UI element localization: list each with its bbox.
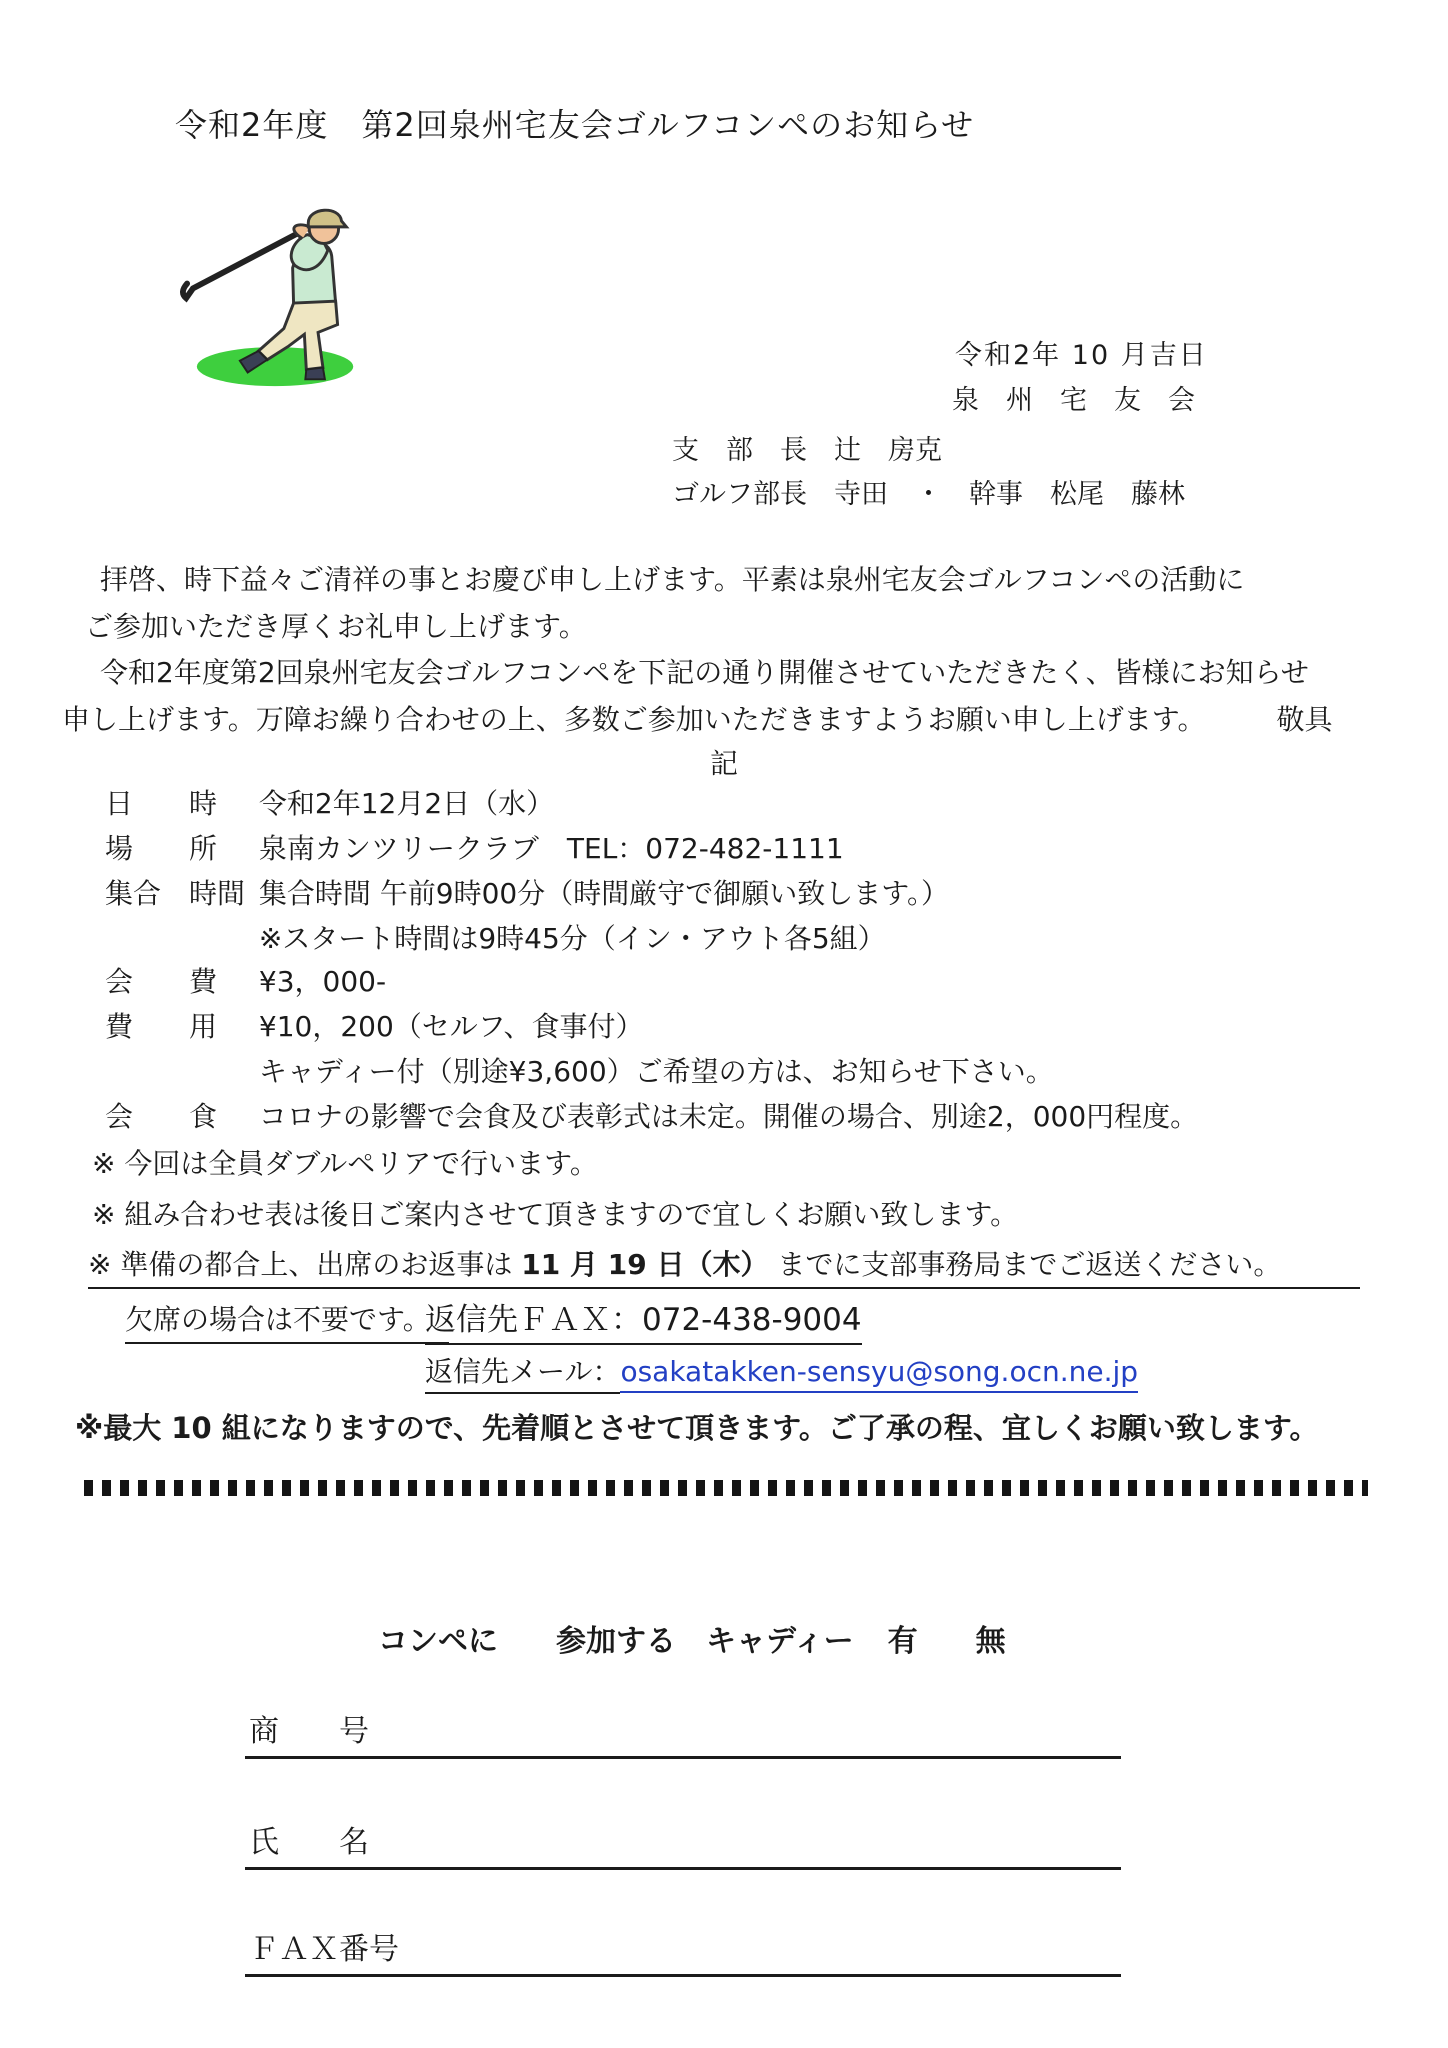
detail-label: 会 費 — [105, 965, 218, 998]
deadline-text-post: までに支部事務局までご返送ください。 — [768, 1248, 1282, 1281]
detail-value: 泉南カンツリークラブ TEL：072-482-1111 — [258, 832, 844, 865]
person-name-label: 氏 名 — [249, 1825, 369, 1860]
detail-label: 場 所 — [105, 832, 218, 865]
detail-value: 令和2年12月2日（水） — [258, 787, 555, 820]
record-heading: 記 — [710, 747, 739, 780]
organization-name: 泉 州 宅 友 会 — [952, 385, 1195, 416]
reply-fax-number: 返信先ＦＡＸ：072-438-9004 — [425, 1294, 862, 1345]
greeting-line-1: 拝啓、時下益々ご清祥の事とお慶び申し上げます。平素は泉州宅友会ゴルフコンペの活動に — [100, 563, 1245, 596]
note-pairing-table: ※ 組み合わせ表は後日ご案内させて頂きますので宜しくお願い致します。 — [92, 1198, 1019, 1231]
deadline-date: 11 月 19 日（木） — [521, 1248, 769, 1281]
branch-chief-line: 支 部 長 辻 房克 — [672, 435, 942, 466]
issue-date: 令和2年 10 月吉日 — [955, 340, 1208, 371]
option-caddie-yes: 有 — [887, 1624, 918, 1659]
greeting-line-3: 令和2年度第2回泉州宅友会ゴルフコンペを下記の通り開催させていただきたく、皆様にお知らせ — [100, 656, 1309, 689]
note-reply-deadline — [88, 1243, 1360, 1289]
deadline-text-pre: ※ 準備の都合上、出席のお返事は — [88, 1248, 522, 1281]
note-max-groups: ※最大 10 組になりますので、先着順とさせて頂きます。ご了承の程、宜しくお願い致します。 — [75, 1411, 1319, 1445]
detail-row-meeting-time — [105, 872, 949, 912]
company-name-field[interactable] — [245, 1706, 1121, 1759]
golf-officers-line: ゴルフ部長 寺田 ・ 幹事 松尾 藤林 — [672, 479, 1185, 510]
detail-value: コロナの影響で会食及び表彰式は未定。開催の場合、別途2，000円程度。 — [258, 1100, 1199, 1133]
person-name-field[interactable] — [245, 1817, 1121, 1870]
detail-row-place — [105, 827, 844, 867]
option-participate: 参加する — [556, 1624, 676, 1659]
detail-label: 日 時 — [105, 787, 218, 820]
closing-word: 敬具 — [1276, 703, 1333, 736]
greeting-line-4-text: 申し上げます。万障お繰り合わせの上、多数ご参加いただきますようお願い申し上げます。 — [62, 703, 1206, 736]
detail-label: 集合 時間 — [105, 877, 246, 910]
option-caddie-no: 無 — [975, 1624, 1006, 1659]
detail-value: ※スタート時間は9時45分（イン・アウト各5組） — [258, 922, 886, 955]
greeting-line-4 — [62, 698, 1332, 738]
golfer-swing-icon — [168, 178, 386, 393]
fax-number-field[interactable] — [245, 1924, 1121, 1977]
detail-value: キャディー付（別途¥3,600）ご希望の方は、お知らせ下さい。 — [258, 1055, 1054, 1088]
reply-email-link[interactable]: osakatakken-sensyu@song.ocn.ne.jp — [620, 1355, 1138, 1393]
detail-row-fee — [105, 960, 386, 1000]
golfer-clipart-box — [168, 178, 386, 393]
detail-row-caddie — [105, 1050, 1054, 1090]
company-name-label: 商 号 — [249, 1714, 369, 1749]
detail-label: 費 用 — [105, 1010, 218, 1043]
reply-heading-compe: コンペに — [378, 1624, 498, 1659]
detail-value: ¥3，000- — [258, 965, 387, 998]
option-caddie: キャディー — [706, 1624, 854, 1659]
dashed-separator — [84, 1480, 1368, 1496]
detail-label: 会 食 — [105, 1100, 218, 1133]
detail-value: 集合時間 午前9時00分（時間厳守で御願い致します。） — [258, 877, 950, 910]
note-double-peria: ※ 今回は全員ダブルペリアで行います。 — [92, 1147, 598, 1180]
note-absence: 欠席の場合は不要です。 — [125, 1298, 449, 1344]
detail-row-dinner — [105, 1095, 1198, 1135]
detail-row-datetime — [105, 782, 554, 822]
detail-row-cost — [105, 1005, 644, 1045]
detail-row-start-time — [105, 917, 886, 957]
reply-email-label: 返信先メール： — [425, 1355, 620, 1394]
page-title: 令和2年度 第2回泉州宅友会ゴルフコンペのお知らせ — [175, 106, 975, 144]
fax-number-label: ＦＡＸ番号 — [249, 1932, 399, 1967]
reply-email-line — [425, 1350, 1138, 1390]
greeting-line-2: ご参加いただき厚くお礼申し上げます。 — [85, 610, 587, 643]
detail-value: ¥10，200（セルフ、食事付） — [258, 1010, 644, 1043]
reply-form-heading — [378, 1616, 1006, 1660]
